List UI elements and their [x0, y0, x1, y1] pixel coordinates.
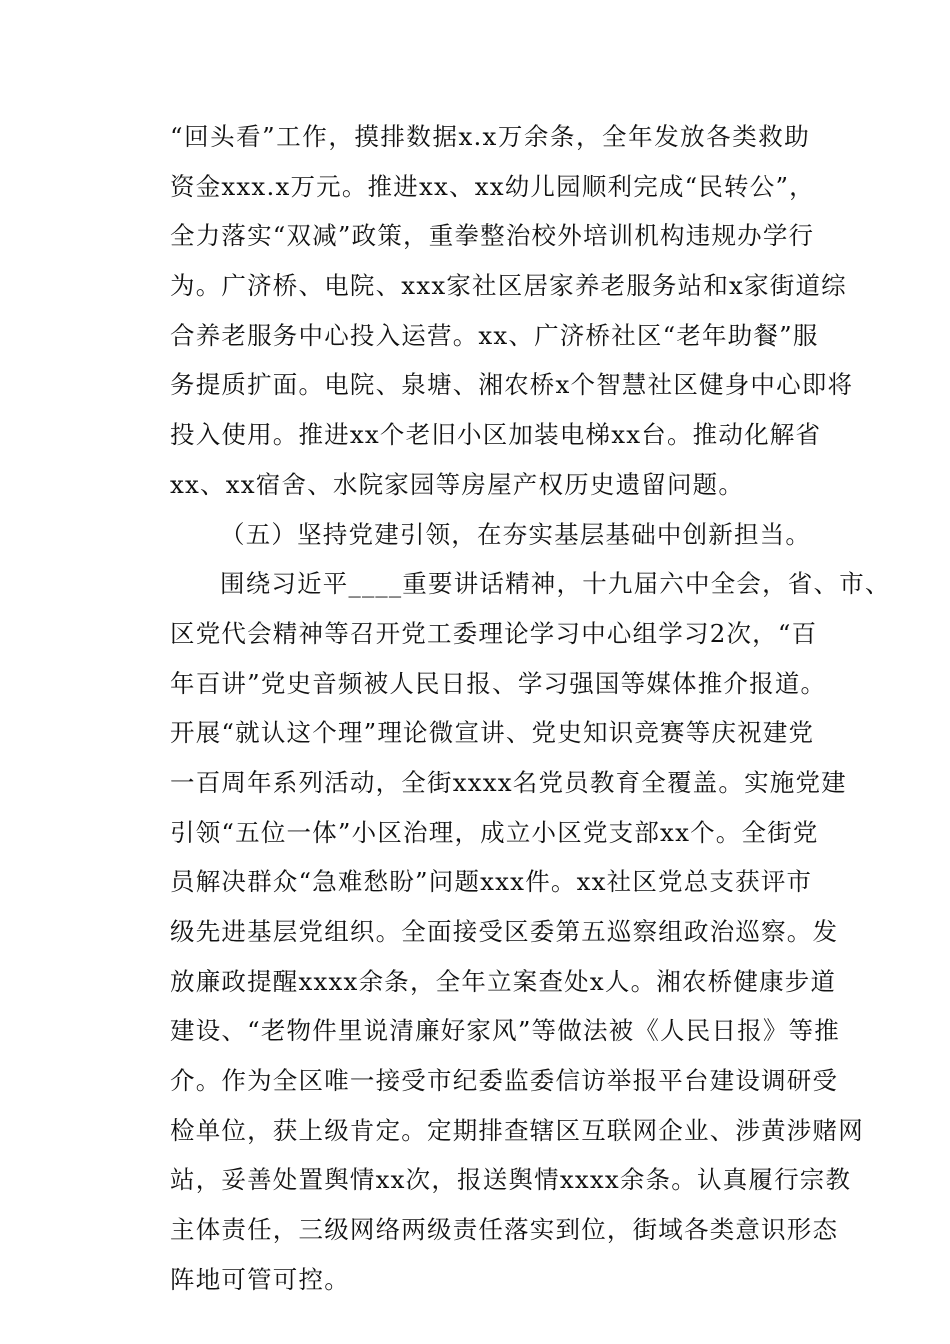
text-line: 级先进基层党组织。全面接受区委第五巡察组政治巡察。发	[170, 917, 839, 946]
text-line: 一百周年系列活动，全街xxxx名党员教育全覆盖。实施党建	[170, 767, 847, 797]
text-line: 站，妥善处置舆情xx次，报送舆情xxxx余条。认真履行宗教	[170, 1165, 852, 1195]
paragraph-1	[170, 112, 854, 510]
text-line: 围绕习近平____重要讲话精神，十九届六中全会，省、市、	[220, 569, 891, 599]
text-line: 员解决群众“急难愁盼”问题xxx件。xx社区党总支获评市	[170, 867, 813, 897]
text-line: 务提质扩面。电院、泉塘、湘农桥x个智慧社区健身中心即将	[170, 370, 854, 400]
text-line: 区党代会精神等召开党工委理论学习中心组学习2次，“百	[170, 618, 818, 648]
text-line: 检单位，获上级肯定。定期排查辖区互联网企业、涉黄涉赌网	[170, 1115, 864, 1145]
text-line: 开展“就认这个理”理论微宣讲、党史知识竞赛等庆祝建党	[170, 718, 815, 748]
section-heading: （五）坚持党建引领，在夯实基层基础中创新担当。	[220, 519, 812, 549]
text-line: 建设、“老物件里说清廉好家风”等做法被《人民日报》等推	[170, 1016, 840, 1046]
text-line: 介。作为全区唯一接受市纪委监委信访举报平台建设调研受	[170, 1066, 839, 1096]
document-body	[170, 112, 891, 1305]
text-line: 全力落实“双减”政策，重拳整治校外培训机构违规办学行	[170, 221, 815, 251]
text-line: 引领“五位一体”小区治理，成立小区党支部xx个。全街党	[170, 817, 819, 847]
text-line: 为。广济桥、电院、xxx家社区居家养老服务站和x家街道综	[170, 271, 847, 301]
text-line: 资金xxx.x万元。推进xx、xx幼儿园顺利完成“民转公”，	[170, 171, 815, 201]
text-line: xx、xx宿舍、水院家园等房屋产权历史遗留问题。	[170, 469, 745, 499]
text-line: 放廉政提醒xxxx余条，全年立案查处x人。湘农桥健康步道	[170, 966, 837, 996]
paragraph-2	[170, 559, 891, 1304]
text-line: 年百讲”党史音频被人民日报、学习强国等媒体推介报道。	[170, 668, 827, 698]
text-line: “回头看”工作，摸排数据x.x万余条，全年发放各类救助	[170, 122, 810, 151]
text-line: 投入使用。推进xx个老旧小区加装电梯xx台。推动化解省	[170, 420, 822, 450]
text-line: 主体责任，三级网络两级责任落实到位，街域各类意识形态	[170, 1215, 839, 1245]
text-line: 阵地可管可控。	[170, 1264, 350, 1294]
text-line: 合养老服务中心投入运营。xx、广济桥社区“老年助餐”服	[170, 320, 819, 350]
